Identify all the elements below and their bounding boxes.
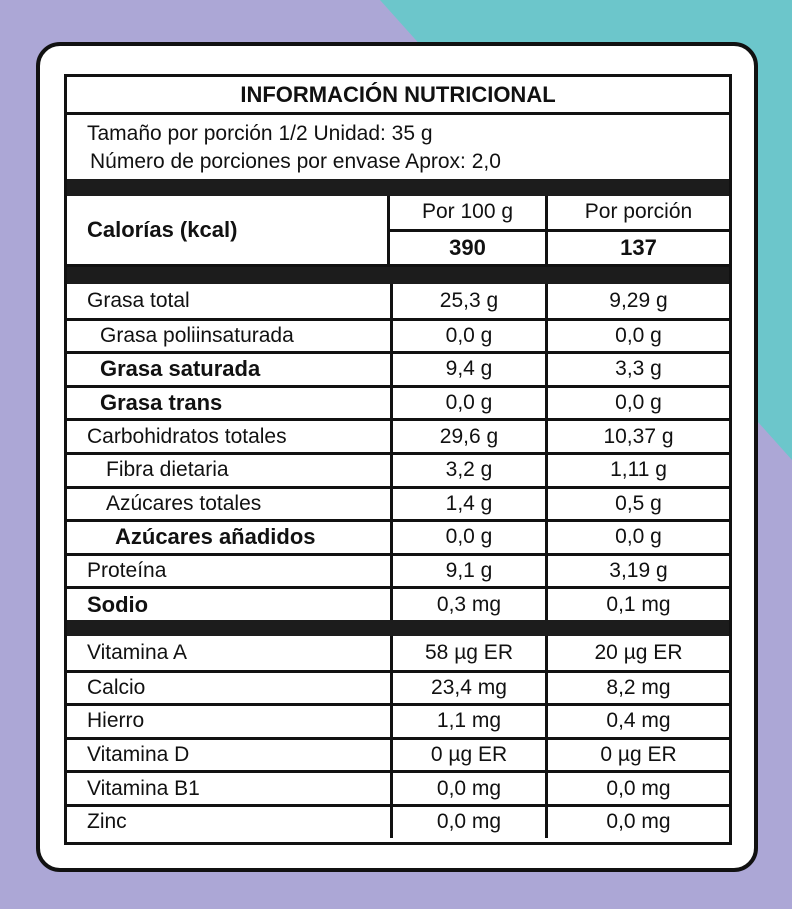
calories-per-serving: 137: [620, 234, 657, 260]
value-per-100g: 0,0 mg: [393, 807, 548, 838]
value-per-serving: 3,19 g: [609, 559, 668, 583]
table-row: [67, 351, 729, 385]
table-row: [67, 703, 729, 737]
value-per-serving: 3,3 g: [615, 357, 662, 381]
value-per-100g: 9,1 g: [393, 556, 548, 587]
table-row: [67, 452, 729, 486]
nutrient-name: Calcio: [67, 673, 393, 704]
table-row: [67, 586, 729, 620]
value-per-serving: 0,4 mg: [606, 709, 671, 733]
value-per-serving: 8,2 mg: [606, 675, 671, 699]
nutrient-name: Hierro: [67, 706, 393, 737]
divider-bar: [67, 620, 729, 636]
value-per-100g: 1,1 mg: [393, 706, 548, 737]
value-per-100g: 0,0 g: [393, 321, 548, 352]
servings-per-container: Número de porciones por envase Aprox: 2,0: [90, 150, 501, 173]
value-per-serving: 10,37 g: [603, 424, 674, 448]
table-title: INFORMACIÓN NUTRICIONAL: [67, 77, 729, 115]
table-row: [67, 636, 729, 670]
nutrient-name: Azúcares añadidos: [67, 522, 393, 553]
value-per-100g: 0,0 mg: [393, 773, 548, 804]
value-per-serving: 0,5 g: [615, 491, 662, 515]
nutrient-name: Sodio: [67, 589, 393, 620]
column-headers: [390, 196, 729, 232]
value-per-100g: 29,6 g: [393, 421, 548, 452]
nutrient-name: Vitamina B1: [67, 773, 393, 804]
calories-values: [390, 232, 729, 265]
value-per-100g: 0,0 g: [393, 388, 548, 419]
nutrient-name: Grasa saturada: [67, 354, 393, 385]
nutrient-name: Grasa poliinsaturada: [67, 321, 393, 352]
table-row: [67, 519, 729, 553]
value-per-serving: 0,0 g: [615, 525, 662, 549]
calories-per-100g: 390: [390, 232, 548, 265]
header-per-100g: Por 100 g: [390, 196, 548, 229]
nutrient-name: Carbohidratos totales: [67, 421, 393, 452]
serving-info: [67, 115, 729, 179]
nutrient-name: Azúcares totales: [67, 489, 393, 520]
divider-bar: [67, 179, 729, 196]
nutrient-name: Vitamina D: [67, 740, 393, 771]
nutrition-facts-table: [64, 74, 732, 845]
table-row: [67, 670, 729, 704]
header-per-serving: Por porción: [584, 200, 693, 224]
value-per-100g: 23,4 mg: [393, 673, 548, 704]
calories-block: [67, 196, 729, 267]
nutrient-name: Vitamina A: [67, 636, 393, 670]
value-per-100g: 0,0 g: [393, 522, 548, 553]
nutrient-name: Grasa total: [67, 284, 393, 318]
nutrients-group: [67, 284, 729, 620]
value-per-serving: 0,0 g: [615, 391, 662, 415]
nutrient-name: Grasa trans: [67, 388, 393, 419]
table-row: [67, 553, 729, 587]
table-row: [67, 486, 729, 520]
value-per-serving: 0,0 mg: [606, 810, 671, 834]
table-row: [67, 418, 729, 452]
value-per-100g: 3,2 g: [393, 455, 548, 486]
nutrient-name: Fibra dietaria: [67, 455, 393, 486]
table-row: [67, 385, 729, 419]
calories-label: Calorías (kcal): [67, 196, 390, 264]
divider-bar: [67, 267, 729, 284]
table-row: [67, 737, 729, 771]
value-per-serving: 0 µg ER: [600, 743, 677, 767]
table-row: [67, 318, 729, 352]
value-per-serving: 0,0 g: [615, 323, 662, 347]
nutrient-name: Zinc: [67, 807, 393, 838]
table-row: [67, 770, 729, 804]
serving-size: Tamaño por porción 1/2 Unidad: 35 g: [87, 122, 433, 145]
value-per-100g: 25,3 g: [393, 284, 548, 318]
value-per-100g: 0 µg ER: [393, 740, 548, 771]
table-row: [67, 804, 729, 838]
calories-columns: [390, 196, 729, 264]
value-per-100g: 9,4 g: [393, 354, 548, 385]
table-row: [67, 284, 729, 318]
value-per-serving: 0,1 mg: [606, 592, 671, 616]
value-per-100g: 58 µg ER: [393, 636, 548, 670]
value-per-serving: 20 µg ER: [594, 640, 683, 664]
nutrient-name: Proteína: [67, 556, 393, 587]
value-per-100g: 1,4 g: [393, 489, 548, 520]
value-per-serving: 0,0 mg: [606, 776, 671, 800]
value-per-serving: 1,11 g: [610, 458, 667, 482]
value-per-serving: 9,29 g: [609, 288, 668, 312]
micronutrients-group: [67, 636, 729, 838]
value-per-100g: 0,3 mg: [393, 589, 548, 620]
